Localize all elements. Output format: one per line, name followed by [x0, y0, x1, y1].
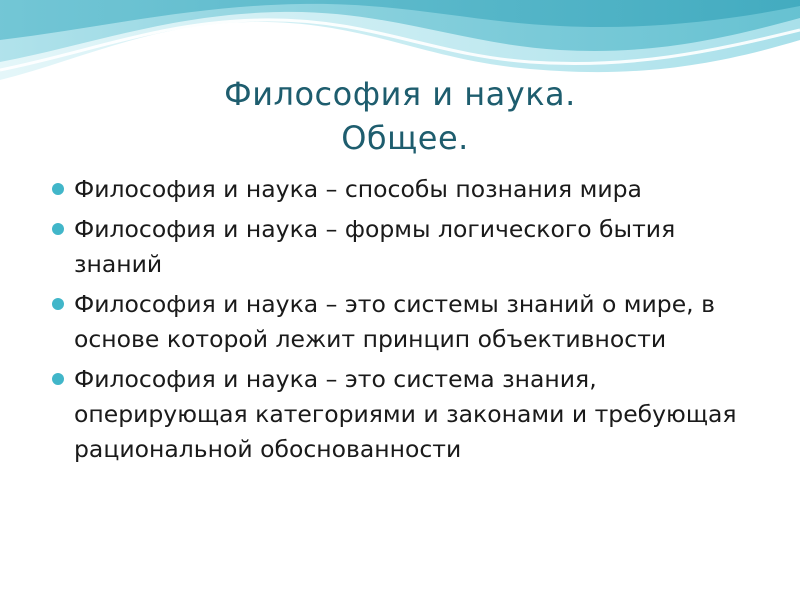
list-item	[48, 287, 768, 357]
circle-bullet-icon	[52, 298, 64, 310]
title-line-2: Общее.	[341, 119, 469, 157]
list-item	[48, 362, 768, 467]
title-line-1: Философия и наука.	[224, 75, 576, 113]
bullet-list	[48, 172, 768, 472]
circle-bullet-icon	[52, 373, 64, 385]
bullet-text: Философия и наука – способы познания мира	[74, 175, 642, 203]
bullet-text: Философия и наука – это системы знаний о мире, в основе которой лежит принцип объективности	[74, 290, 715, 353]
slide-title	[0, 72, 800, 160]
circle-bullet-icon	[52, 223, 64, 235]
list-item	[48, 212, 768, 282]
bullet-text: Философия и наука – формы логического бытия знаний	[74, 215, 676, 278]
list-item	[48, 172, 768, 207]
bullet-text: Философия и наука – это система знания, оперирующая категориями и законами и требующая рациональной обоснованности	[74, 365, 737, 463]
circle-bullet-icon	[52, 183, 64, 195]
